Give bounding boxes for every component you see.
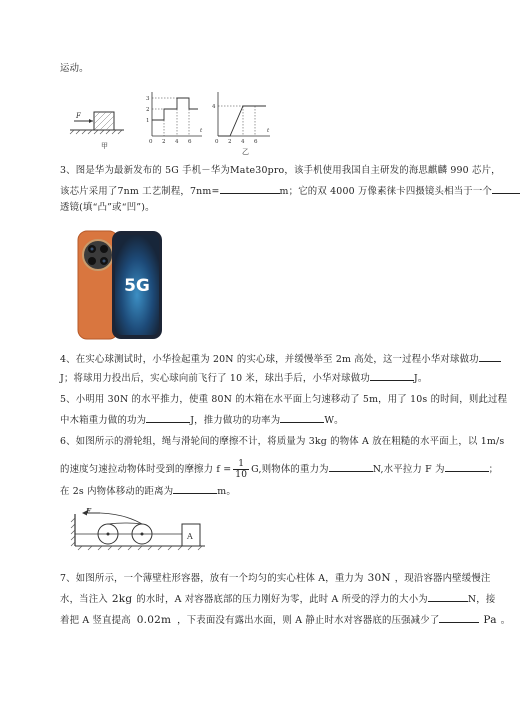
q7-line1: 7、如图所示，一个薄壁柱形容器，放有一个均匀的实心柱体 A，重力为 30N ，现沿容器内壁缓慢注	[60, 572, 491, 584]
q4-blank-2	[370, 371, 414, 381]
q7-line3: 着把 A 竖直提高 0.02m ，下表面没有露出水面，则 A 静止时水对容器底的压强减少了 Pa 。	[60, 614, 511, 626]
q6-blank-2	[445, 462, 489, 472]
q3-line2: 该芯片采用了7nm 工艺制程，7nm= m；它的双 4000 万像素徕卡四摄镜头相当于一个	[60, 184, 520, 198]
force-label: F	[76, 112, 81, 120]
q3-line3: 透镜(填“凸”或“凹”)。	[60, 202, 155, 213]
svg-text:1: 1	[146, 118, 150, 124]
caption-right: 乙	[242, 148, 249, 156]
pulley-force-label: F	[86, 506, 91, 516]
svg-text:t: t	[200, 128, 203, 134]
phone-5g-badge: 5G	[124, 276, 150, 296]
svg-text:t: t	[267, 128, 270, 134]
q7-blank-1	[428, 592, 468, 602]
q5-line2: 中木箱重力做的功为 J，推力做功的功率为 W。	[60, 415, 344, 426]
camera-ring-icon	[83, 240, 113, 270]
svg-text:0: 0	[149, 139, 153, 145]
q3-blank-2	[492, 184, 520, 194]
q6-line3: 在 2s 内物体移动的距离为 m。	[60, 486, 236, 497]
svg-text:0: 0	[215, 139, 219, 145]
svg-text:2: 2	[146, 107, 150, 113]
svg-text:3: 3	[146, 96, 150, 102]
svg-text:6: 6	[254, 139, 258, 145]
caption-left: 甲	[101, 142, 108, 150]
figure-1	[66, 88, 276, 156]
q7-line2: 水，当注入 2kg 的水时，A 对容器底部的压力刚好为零，此时 A 所受的浮力的大小为 N，接	[60, 593, 496, 605]
q6-blank-3	[173, 484, 217, 494]
pulley-figure	[70, 508, 210, 550]
q3-line1: 3、图是华为最新发布的 5G 手机－华为Mate30pro，该手机使用我国自主研发的海思麒麟 990 芯片，	[60, 165, 501, 176]
q6-line1: 6、如图所示的滑轮组，绳与滑轮间的摩擦不计，将质量为 3kg 的物体 A 放在粗糙的水平面上，以 1m/s	[60, 436, 505, 447]
q5-blank-1	[146, 413, 190, 423]
q6-fraction: $\frac{1}{10}$	[235, 459, 248, 480]
q6-line2: 的速度匀速拉动物体时受到的摩擦力 f = $\frac{1}{10}$ G,则物体的重力为 N,水平拉力 F 为 ；	[60, 459, 499, 480]
q5-blank-2	[280, 413, 324, 423]
svg-text:2: 2	[162, 139, 166, 145]
svg-text:2: 2	[228, 139, 232, 145]
svg-text:6: 6	[188, 139, 192, 145]
graph2-line	[218, 106, 266, 136]
q4-line1: 4、在实心球测试时，小华捡起重为 20N 的实心球，并缓慢举至 2m 高处，这一过程小华对球做功	[60, 352, 501, 366]
q3-blank-1	[220, 184, 280, 194]
q7-blank-2	[439, 613, 479, 623]
q4-blank-1	[479, 352, 501, 362]
q5-line1: 5、小明用 30N 的水平推力，使重 80N 的木箱在水平面上匀速移动了 5m，用了 10s 的时间，则此过程	[60, 394, 508, 405]
svg-text:A: A	[187, 532, 193, 541]
top-line: 运动。	[60, 63, 89, 74]
svg-text:4: 4	[241, 139, 245, 145]
svg-text:4: 4	[212, 104, 216, 110]
q6-blank-1	[329, 462, 373, 472]
svg-text:4: 4	[175, 139, 179, 145]
phone-image	[76, 227, 164, 343]
q4-line2: J；将球用力投出后，实心球向前飞行了 10 米，球出手后，小华对球做功 J。	[60, 373, 428, 384]
